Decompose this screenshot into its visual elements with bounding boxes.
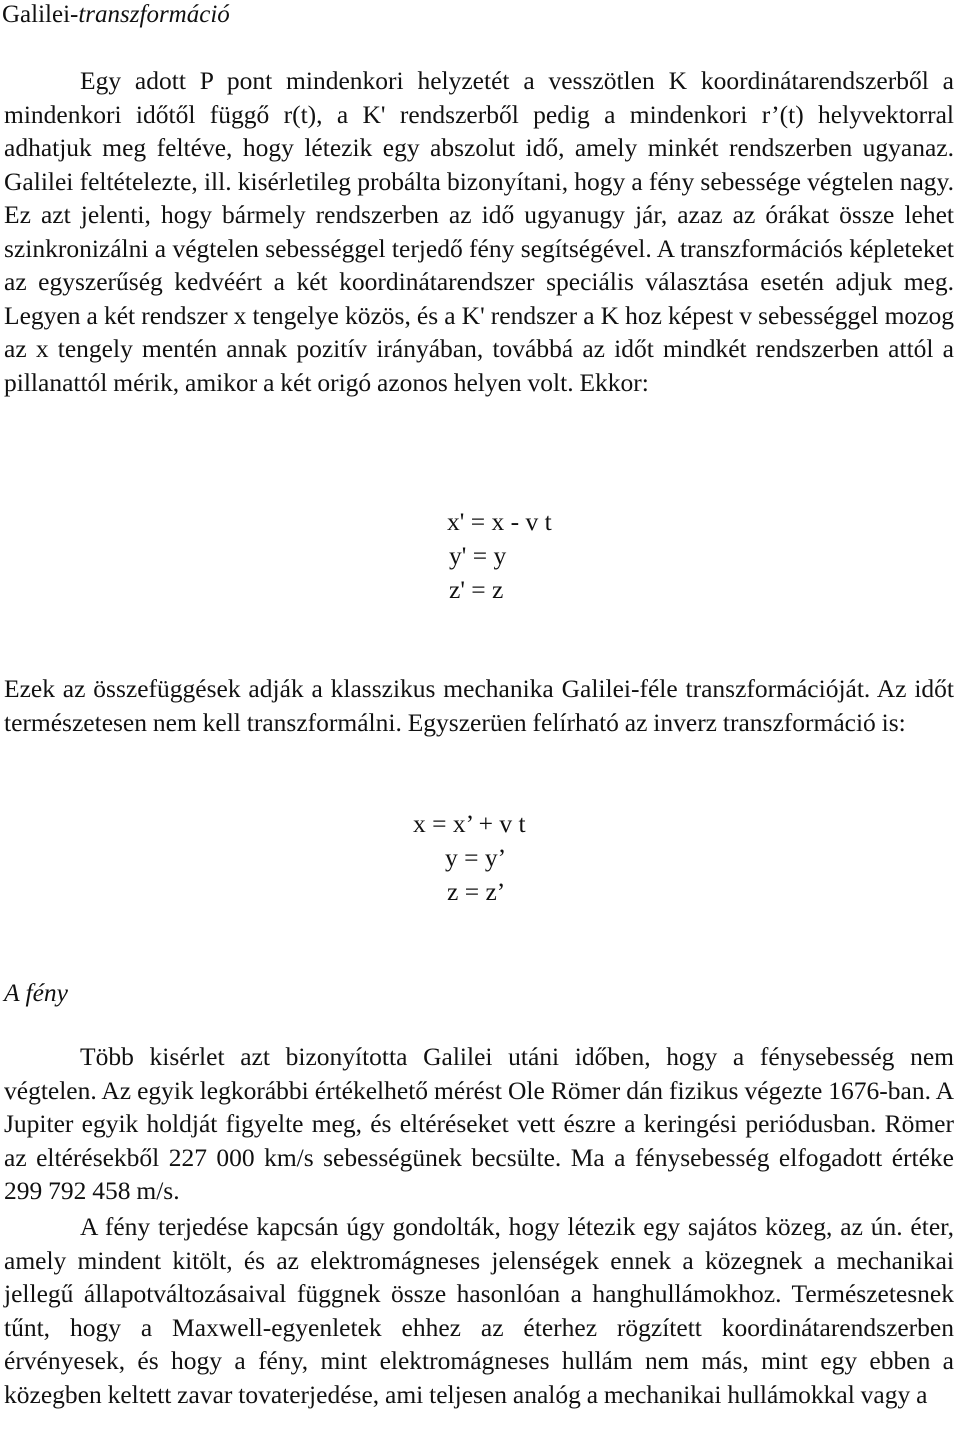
paragraph-galilei-intro: Egy adott P pont mindenkori helyzetét a vesszötlen K koordinátarendszerből a mindenkori időtől függő r(t), a K' rendszerből pedig a mindenkori r’(t) helyvektorral adhatjuk meg feltéve, hogy létezik egy abszolut idő, amely minkét rendszerben ugyanaz. Galilei feltételezte, ill. kisérletileg probálta bizonyítani, hogy a fény sebessége végtelen nagy. Ez azt jelenti, hogy bármely rendszerben az idő ugyanugy jár, azaz az órákat össze lehet szinkronizálni a végtelen sebességgel terjedő fény segítségével. A transzformációs képleteket az egyszerűség kedvéért a két koordinátarendszer speciális választása esetén adjuk meg. Legyen a két rendszer x tengelye közös, és a K' rendszer a K hoz képest v sebességgel mozog az x tengely mentén annak pozitív irányában, továbbá az időt mindkét rendszerben attól a pillanattól mérik, amikor a két origó azonos helyen volt. Ekkor: bbox=[4, 66, 954, 397]
paragraph-classical-mechanics: Ezek az összefüggések adják a klasszikus mechanika Galilei-féle transzformációját. Az időt természetesen nem kell transzformálni. Egyszerüen felírható az inverz transzformáció is: bbox=[4, 674, 954, 737]
title-plain: Galilei- bbox=[2, 1, 79, 28]
equation-y: y = y’ bbox=[445, 843, 507, 872]
paragraph-speed-of-light: Több kisérlet azt bizonyította Galilei utáni időben, hogy a fénysebesség nem végtelen. Az egyik legkorábbi értékelhető mérést Ole Römer dán fizikus végezte 1676-ban. A Jupiter egyik holdját figyelte meg, és eltéréseket vett észre a keringési periódusban. Römer az eltérésekből 227 000 km/s sebességünek becsülte. Ma a fénysebesség elfogadott értéke 299 792 458 m/s. bbox=[4, 1042, 954, 1205]
inverse-transformation-equations bbox=[413, 807, 526, 909]
section-title-light: A fény bbox=[4, 978, 68, 1007]
equation-z-prime: z' = z bbox=[449, 575, 504, 604]
galilei-transformation-equations bbox=[447, 505, 552, 607]
equation-z: z = z’ bbox=[447, 877, 506, 906]
page-title bbox=[2, 0, 230, 30]
title-italic: transzformáció bbox=[78, 1, 230, 28]
equation-x-prime: x' = x - v t bbox=[447, 507, 552, 536]
equation-y-prime: y' = y bbox=[449, 541, 507, 570]
paragraph-ether: A fény terjedése kapcsán úgy gondolták, hogy létezik egy sajátos közeg, az ún. éter, amely mindent kitölt, és az elektromágneses jelenségek ennek a közegnek a mechanikai jellegű állapotváltozásaival függnek össze hasonlóan a hanghullámokhoz. Természetesnek tűnt, hogy a Maxwell-egyenletek ehhez az éterhez rögzített koordinátarendszerben érvényesek, és hogy a fény, mint elektromágneses hullám nem más, mint egy ebben a közegben keltett zavar tovaterjedése, ami teljesen analóg a mechanikai hullámokkal vagy a bbox=[4, 1212, 954, 1409]
equation-x: x = x’ + v t bbox=[413, 809, 526, 838]
